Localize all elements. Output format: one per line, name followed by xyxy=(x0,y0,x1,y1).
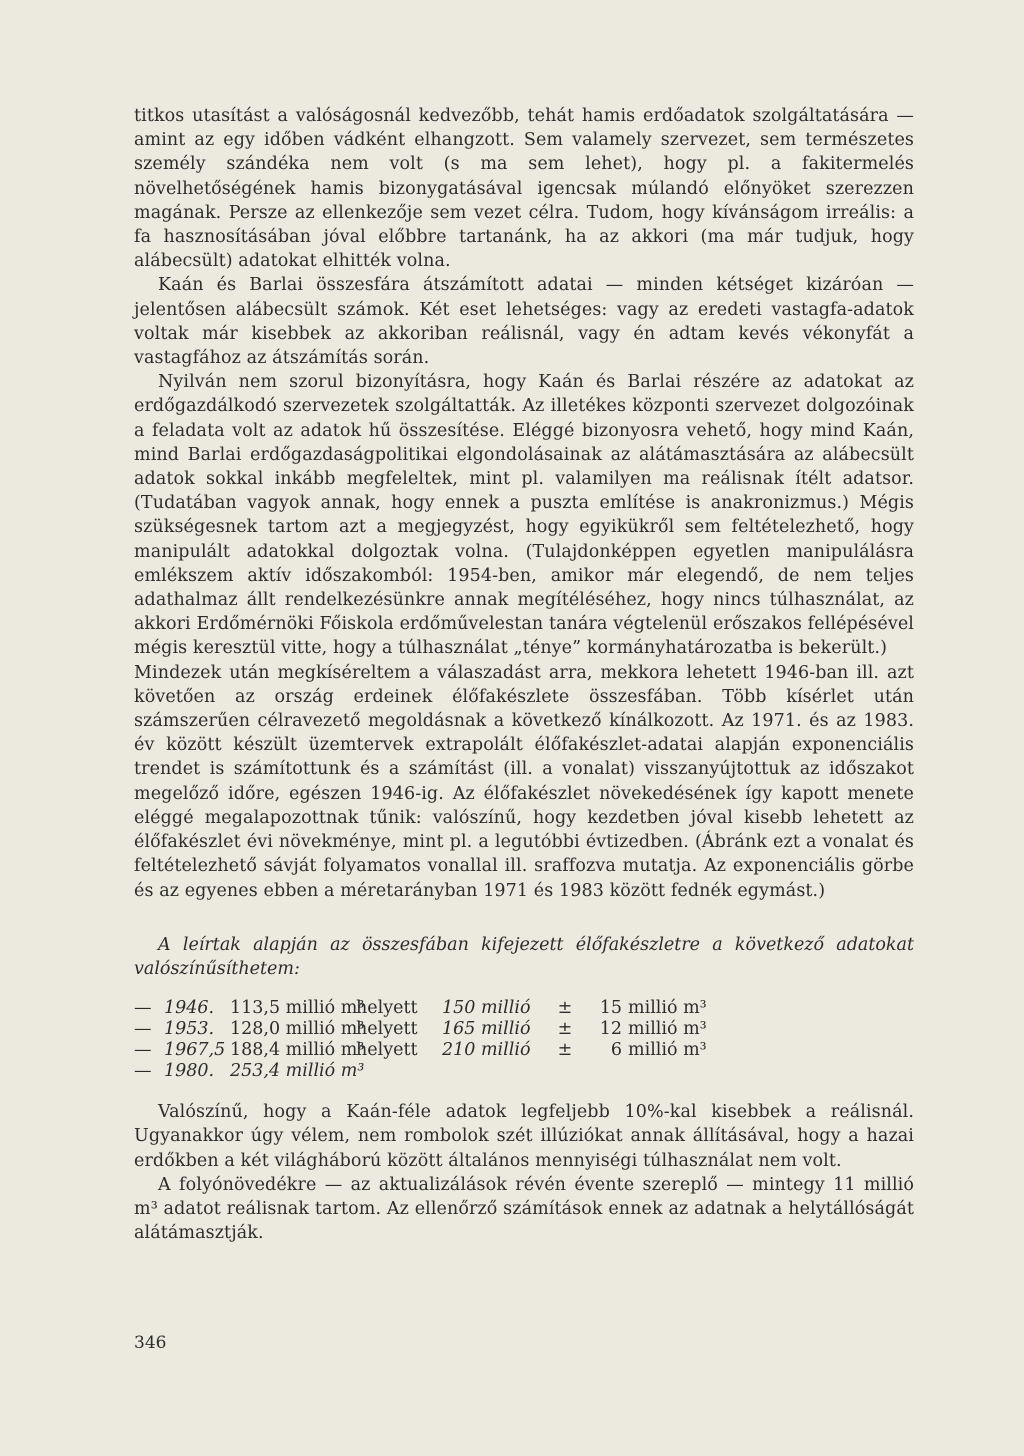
row-instead: helyett xyxy=(356,998,418,1019)
row-estimate: 165 millió xyxy=(442,1019,531,1040)
paragraph-5: Valószínű, hogy a Kaán-féle adatok legfeljebb 10%-kal kisebbek a reálisnál. Ugyanakkor úgy vélem, nem rombolok szét illúziókat annak állításával, hogy a hazai erdőkben a két világháború között általános mennyiségi túlhasználat nem volt. xyxy=(134,1102,914,1171)
estimate-intro: A leírtak alapján az összesfában kifejezett élőfakészletre a következő adatokat valószínűsíthetem: xyxy=(134,934,914,979)
paragraph-2: Kaán és Barlai összesfára átszámított adatai — minden kétséget kizáróan — jelentősen alábecsült számok. Két eset lehetséges: vagy az eredeti vastagfa-adatok voltak már kisebbek az akkoriban reálisnál, vagy én adtam kevés vékonyfát a vastagfához az átszámítás során. xyxy=(134,275,914,369)
row-estimate: 253,4 millió m³ xyxy=(230,1061,365,1082)
estimate-row-1980 xyxy=(134,1061,914,1082)
row-error: 6 xyxy=(610,1040,622,1061)
row-dash: — xyxy=(134,1061,152,1082)
row-estimate: 150 millió xyxy=(442,998,531,1019)
estimate-row-1967 xyxy=(134,1040,914,1061)
row-error: 12 xyxy=(599,1019,622,1040)
row-original-value: 113,5 millió m³ xyxy=(230,998,365,1019)
row-unit: millió m³ xyxy=(628,1040,707,1061)
row-year: 1946. xyxy=(164,998,215,1019)
estimate-list xyxy=(134,998,914,1082)
paragraph-6: A folyónövedékre — az aktualizálások révén évente szereplő — mintegy 11 millió m³ adatot reálisnak tartom. Az ellenőrző számítások ennek az adatnak a helytállóságát alátámasztják. xyxy=(134,1174,914,1244)
paragraph-4: Mindezek után megkíséreltem a válaszadást arra, mekkora lehetett 1946-ban ill. azt követően az ország erdeinek élőfakészlete összesfában. Több kísérlet után számszerűen célravezető megoldásnak a következő kínálkozott. Az 1971. és az 1983. év között készült üzemtervek extrapolált élőfakészlet-adatai alapján exponenciális trendet is számítottunk és a számítást (ill. a vonalat) visszanyújtottuk az időszakot megelőző időre, egészen 1946-ig. Az élőfakészlet növekedésének így kapott menete eléggé megalapozottnak tűnik: valószínű, hogy kezdetben jóval kisebb lehetett az élőfakészlet évi növekménye, mint pl. a legutóbbi évtizedben. (Ábránk ezt a vonalat és feltételezhető sávját folyamatos vonallal ill. sraffozva mutatja. Az exponenciális görbe és az egyenes ebben a méretarányban 1971 és 1983 között fednék egymást.) xyxy=(134,662,914,901)
row-plus-minus: ± xyxy=(557,998,573,1019)
row-year: 1967,5 xyxy=(164,1040,226,1061)
row-unit: millió m³ xyxy=(628,998,707,1019)
paragraph-3: Nyilván nem szorul bizonyításra, hogy Kaán és Barlai részére az adatokat az erdőgazdálkodó szervezetek szolgáltatták. Az illetékes központi szervezet dolgozóinak a feladata volt az adatok hű összesítése. Eléggé bizonyosra vehető, hogy mind Kaán, mind Barlai erdőgazdaságpolitikai elgondolásainak az alátámasztására az alábecsült adatok sokkal inkább megfeleltek, mint pl. valamilyen ma reálisnak ítélt adatsor. (Tudatában vagyok annak, hogy ennek a puszta említése is anakronizmus.) Mégis szükségesnek tartom azt a megjegyzést, hogy egyikükről sem feltételezhető, hogy manipulált adatokkal dolgoztak volna. (Tulajdonképpen egyetlen manipulálásra emlékszem aktív időszakomból: 1954-ben, amikor már elegendő, de nem teljes adathalmaz állt rendelkezésünkre annak megítéléséhez, hogy nincs túlhasználat, az akkori Erdőmérnöki Főiskola erdőművelestan tanára végtelenül erőszakos fellépésével mégis keresztül vitte, hogy a túlhasználat „ténye” kormányhatározatba is bekerült.) xyxy=(134,372,914,659)
row-dash: — xyxy=(134,998,152,1019)
row-unit: millió m³ xyxy=(628,1019,707,1040)
row-year: 1980. xyxy=(164,1061,215,1082)
paragraph-1: titkos utasítást a valóságosnál kedvezőbb, tehát hamis erdőadatok szolgáltatására — amint az egy időben vádként elhangzott. Sem valamely szervezet, sem természetes személy szándéka nem volt (s ma sem lehet), hogy pl. a fakitermelés növelhetőségének hamis bizonygatásával igencsak múlandó előnyöket szerezzen magának. Persze az ellenkezője sem vezet célra. Tudom, hogy kívánságom irreális: a fa hasznosításában jóval előbbre tartanánk, ha az akkori (ma már tudjuk, hogy alábecsült) adatokat elhitték volna. xyxy=(134,106,914,272)
row-year: 1953. xyxy=(164,1019,215,1040)
row-estimate: 210 millió xyxy=(442,1040,531,1061)
row-original-value: 188,4 millió m³ xyxy=(230,1040,365,1061)
closing-section xyxy=(134,1100,914,1245)
row-plus-minus: ± xyxy=(557,1040,573,1061)
row-instead: helyett xyxy=(356,1019,418,1040)
estimate-row-1946 xyxy=(134,998,914,1019)
row-dash: — xyxy=(134,1040,152,1061)
page-number: 346 xyxy=(134,1333,167,1353)
row-instead: helyett xyxy=(356,1040,418,1061)
row-error: 15 xyxy=(599,998,622,1019)
row-original-value: 128,0 millió m³ xyxy=(230,1019,365,1040)
row-plus-minus: ± xyxy=(557,1019,573,1040)
estimate-row-1953 xyxy=(134,1019,914,1040)
page-body xyxy=(134,104,914,1245)
row-dash: — xyxy=(134,1019,152,1040)
